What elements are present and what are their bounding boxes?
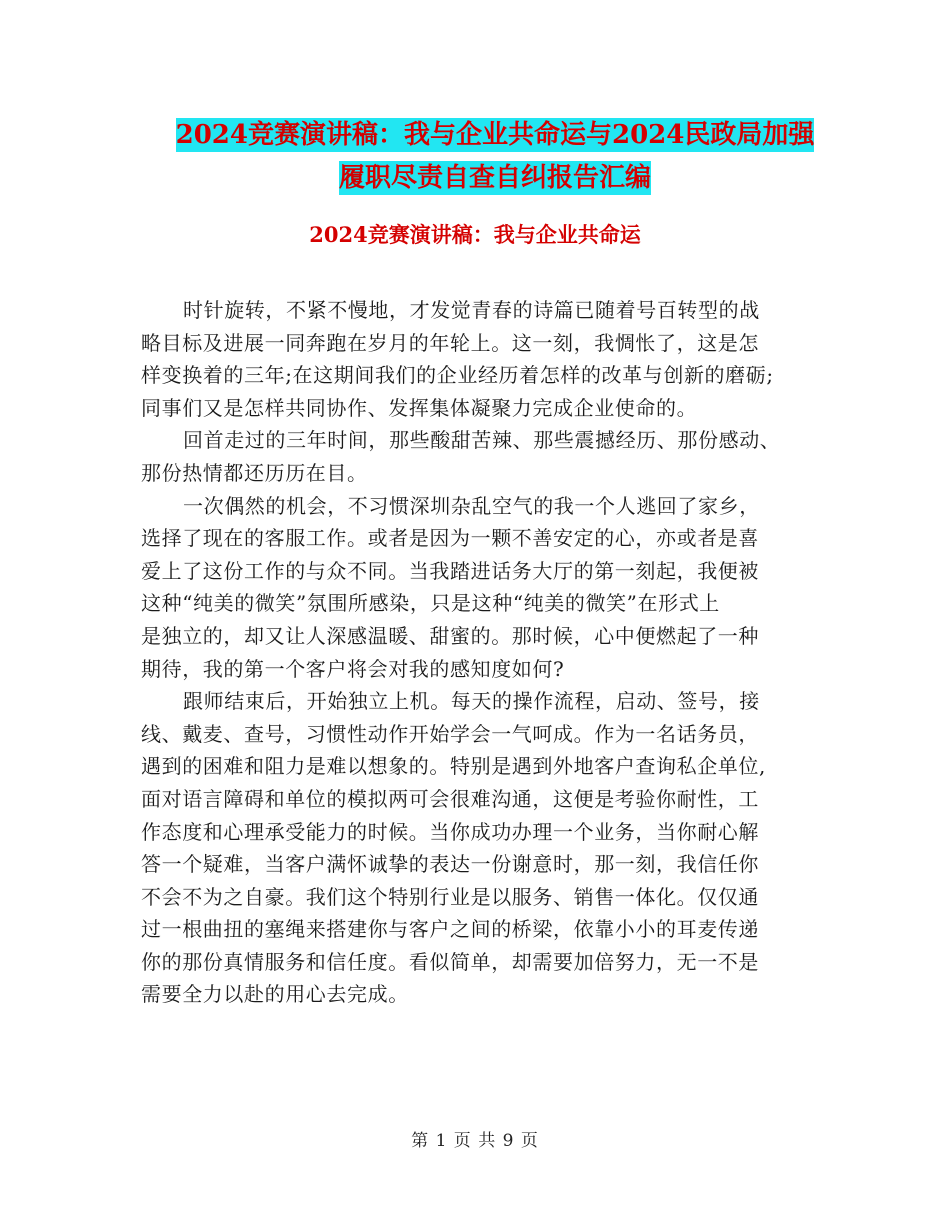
- paragraph: [141, 294, 806, 424]
- paragraph: [141, 424, 806, 489]
- main-title-highlight-2: 履职尽责自查自纠报告汇编: [338, 163, 651, 193]
- paragraph: [141, 490, 806, 686]
- text-line: 那份热情都还历历在目。: [141, 460, 368, 485]
- text-line: 面对语言障碍和单位的模拟两可会很难沟通，这便是考验你耐性，工: [141, 786, 759, 811]
- text-line: 过一根曲扭的塞绳来搭建你与客户之间的桥梁，依靠小小的耳麦传递: [141, 917, 759, 942]
- section-title: 2024竞赛演讲稿：我与企业共命运: [309, 222, 641, 247]
- page-footer: 第 1 页 共 9 页: [411, 1131, 539, 1151]
- text-line: 样变换着的三年;在这期间我们的企业经历着怎样的改革与创新的磨砺;: [141, 363, 774, 388]
- text-line: 略目标及进展一同奔跑在岁月的年轮上。这一刻，我惆怅了，这是怎: [141, 330, 759, 355]
- text-line: 跟师结束后，开始独立上机。每天的操作流程，启动、签号，接: [183, 689, 760, 714]
- main-title-highlight-1: 2024竞赛演讲稿：我与企业共命运与2024民政局加强: [175, 120, 815, 150]
- text-line: 期待，我的第一个客户将会对我的感知度如何?: [141, 656, 565, 681]
- body-text: [141, 294, 806, 1011]
- main-title-line-2: [100, 155, 890, 201]
- paragraph: [141, 685, 806, 1011]
- text-line: 你的那份真情服务和信任度。看似简单，却需要加倍努力，无一不是: [141, 949, 759, 974]
- text-line: 不会不为之自豪。我们这个特别行业是以服务、销售一体化。仅仅通: [141, 884, 759, 909]
- text-line: 线、戴麦、查号，习惯性动作开始学会一气呵成。作为一名话务员，: [141, 721, 759, 746]
- text-line: 同事们又是怎样共同协作、发挥集体凝聚力完成企业使命的。: [141, 395, 698, 420]
- text-line: 遇到的困难和阻力是难以想象的。特别是遇到外地客户查询私企单位,: [141, 754, 766, 779]
- text-line: 一次偶然的机会，不习惯深圳杂乱空气的我一个人逃回了家乡，: [183, 493, 760, 518]
- text-line: 回首走过的三年时间，那些酸甜苦辣、那些震撼经历、那份感动、: [183, 428, 781, 453]
- text-line: 时针旋转，不紧不慢地，才发觉青春的诗篇已随着号百转型的战: [183, 298, 760, 322]
- text-line: 答一个疑难，当客户满怀诚挚的表达一份谢意时，那一刻，我信任你: [141, 852, 759, 877]
- main-title-line-1: [100, 112, 890, 158]
- text-line: 爱上了这份工作的与众不同。当我踏进话务大厅的第一刻起，我便被: [141, 558, 759, 583]
- text-line: 作态度和心理承受能力的时候。当你成功办理一个业务，当你耐心解: [141, 819, 759, 844]
- text-line: 选择了现在的客服工作。或者是因为一颗不善安定的心，亦或者是喜: [141, 526, 759, 551]
- text-line: 需要全力以赴的用心去完成。: [141, 982, 409, 1007]
- text-line: 是独立的，却又让人深感温暖、甜蜜的。那时候，心中便燃起了一种: [141, 623, 759, 648]
- text-line: 这种“纯美的微笑”氛围所感染，只是这种“纯美的微笑”在形式上: [141, 591, 720, 616]
